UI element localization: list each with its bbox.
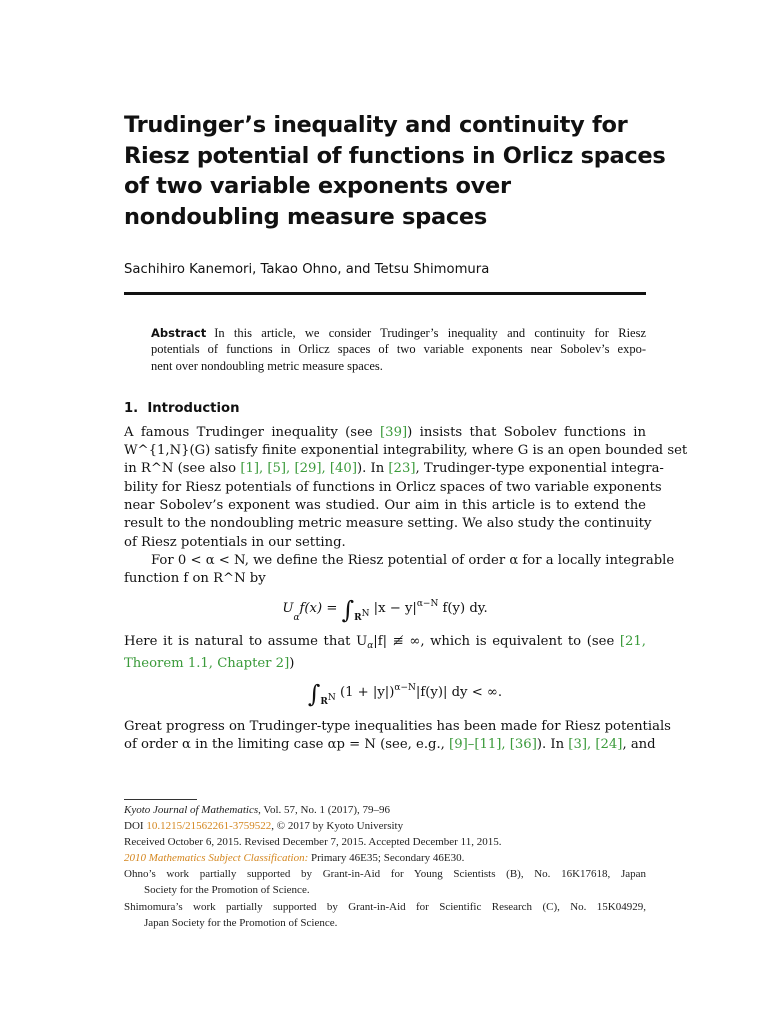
citation-link[interactable]: [23] <box>388 461 416 477</box>
abstract-line: nent over nondoubling metric measure spaces. <box>151 358 383 373</box>
body-text <box>124 424 688 754</box>
text-line: function f on R^N by <box>124 571 266 587</box>
doi-line: DOI 10.1215/21562261-3759522, © 2017 by Kyoto University <box>124 820 404 833</box>
title-line: Trudinger’s inequality and continuity for <box>124 112 628 138</box>
abstract-line: potentials of functions in Orlicz spaces of two variable exponents near Sobolev’s expo- <box>151 342 646 357</box>
text-line: Here it is natural to assume that $U_\alpha|f|$ ≢ ∞, which is equivalent to (see [21, <box>124 633 646 651</box>
section-title: Introduction <box>147 400 240 416</box>
text-line: near Sobolev’s exponent was studied. Our aim in this article is to extend the <box>124 498 646 514</box>
title-line: Riesz potential of functions in Orlicz spaces <box>124 142 666 169</box>
footnotes <box>124 802 646 931</box>
title-divider <box>124 292 646 295</box>
text-line: result to the nondoubling metric measure setting. We also study the continuity <box>124 516 652 532</box>
section-number: 1. <box>124 400 139 416</box>
integral-sign: ∫ <box>307 680 321 709</box>
citation-link[interactable]: Theorem 1.1, Chapter 2] <box>124 656 290 672</box>
text-line: Theorem 1.1, Chapter 2]) <box>124 656 295 672</box>
text-line: of order α in the limiting case αp = N (see, e.g., [9]–[11], [36]). In [3], [24], and <box>124 737 656 753</box>
citation-link[interactable]: [9]–[11], [36] <box>449 737 537 753</box>
text-line: of Riesz potentials in our setting. <box>124 534 346 550</box>
funding-shimomura: Shimomura’s work partially supported by Grant-in-Aid for Scientific Research (C), No. 15K04929, <box>124 900 646 913</box>
text-line: in R^N (see also [1], [5], [29], [40]). In [23], Trudinger-type exponential integra- <box>124 461 664 477</box>
text-line: Great progress on Trudinger-type inequalities has been made for Riesz potentials <box>124 718 671 734</box>
riesz-potential-equation: $U_\alpha f(x) = \int_{RN}$ $|x - y|^{\alpha-N}$ f(y) dy. <box>282 595 488 624</box>
citation-link[interactable]: [1], [5], [29], [40] <box>240 461 357 477</box>
msc-line: 2010 Mathematics Subject Classification: Primary 46E35; Secondary 46E30. <box>124 852 465 865</box>
citation-link[interactable]: [3], [24] <box>568 737 623 753</box>
title-line: of two variable exponents over <box>124 173 511 199</box>
funding-ohno: Ohno’s work partially supported by Grant-in-Aid for Young Scientists (B), No. 16K17618, Japan <box>124 868 646 881</box>
msc-link[interactable]: 2010 Mathematics Subject Classification: <box>124 852 309 865</box>
abstract-label: Abstract <box>151 326 207 340</box>
text-line: A famous Trudinger inequality (see [39]) insists that Sobolev functions in <box>124 424 646 440</box>
citation-link[interactable]: [21, <box>619 633 646 649</box>
article-page <box>124 110 688 754</box>
funding-ohno-cont: Society for the Promotion of Science. <box>144 884 310 897</box>
text-line: For 0 < α < N, we define the Riesz potential of order α for a locally integrable <box>151 552 675 568</box>
text-line: bility for Riesz potentials of functions in Orlicz spaces of two variable exponents <box>124 479 662 495</box>
abstract-text: In this article, we consider Trudinger’s inequality and continuity for Riesz <box>214 326 646 340</box>
article-title <box>124 110 666 232</box>
section-heading <box>124 401 646 416</box>
abstract <box>151 325 646 374</box>
author-list: Sachihiro Kanemori, Takao Ohno, and Tetsu Shimomura <box>124 262 490 277</box>
footnote-divider <box>124 799 197 800</box>
funding-shimomura-cont: Japan Society for the Promotion of Science. <box>144 916 338 929</box>
integrability-condition-equation: $\int_{RN}$ $(1 + |y|)^{\alpha-N}|f(y)|$ dy < ∞. <box>307 680 503 709</box>
text-line: W^{1,N}(G) satisfy finite exponential integrability, where G is an open bounded set <box>124 443 688 459</box>
title-line: nondoubling measure spaces <box>124 203 487 230</box>
doi-link[interactable]: 10.1215/21562261-3759522 <box>146 820 272 833</box>
citation-link[interactable]: [39] <box>380 424 408 440</box>
dates-line: Received October 6, 2015. Revised December 7, 2015. Accepted December 11, 2015. <box>124 836 502 849</box>
integral-sign: ∫ <box>341 595 355 624</box>
journal-info: Kyoto Journal of Mathematics, Vol. 57, No. 1 (2017), 79–96 <box>124 804 391 816</box>
abstract-line <box>151 325 646 341</box>
